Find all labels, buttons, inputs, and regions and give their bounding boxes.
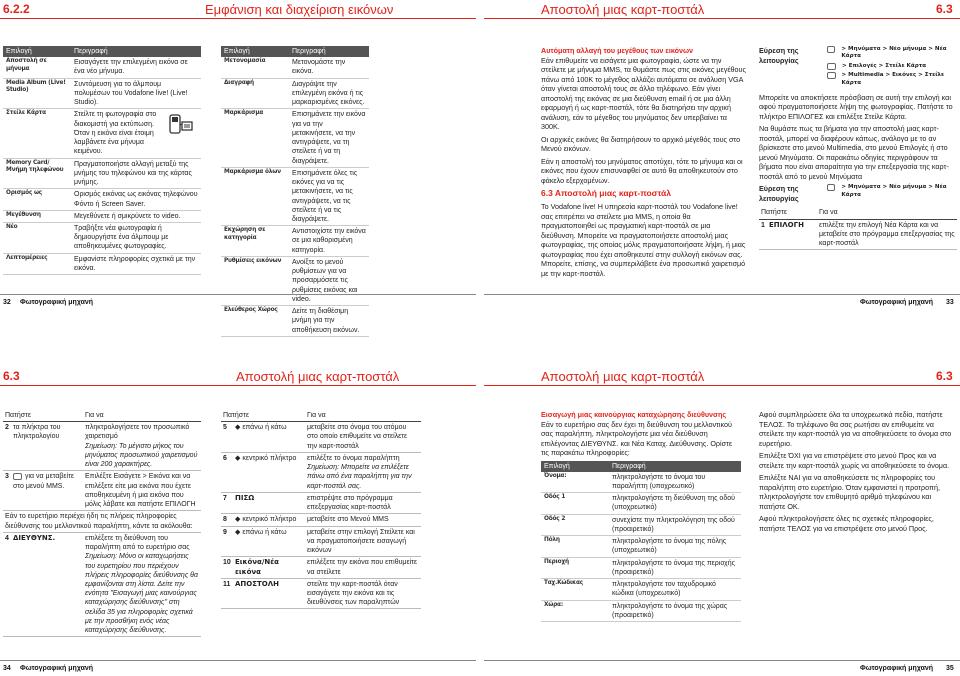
- table-row: Διαγραφή Διαγράψτε την επιλεγμένη εικόνα ή τις μαρκαρισμένες εικόνες.: [221, 78, 369, 109]
- section-heading: 6.3 Αποστολή μιας καρτ-ποστάλ: [541, 188, 671, 198]
- table-row: 3 για να μεταβείτε στο μενού MMS. Επιλέξτε Εισάγετε > Εικόνα και να επιλέξετε είτε μια εικόνα που έχετε αποθηκευμένη ή μια εικόνα που μόλις λάβατε και πατήστε ΕΠΙΛΟΓΗ: [3, 471, 201, 511]
- table-row: Λεπτομέρειες Εμφανίστε πληροφορίες σχετικά με την εικόνα.: [3, 253, 201, 274]
- table-row: Ταχ.Κώδικας πληκτρολογήστε τον ταχυδρομικό κώδικα (υποχρεωτικό): [541, 579, 741, 600]
- steps-section: [221, 410, 421, 609]
- header-section-num: 6.3: [936, 2, 953, 16]
- menu-key-icon: [827, 184, 835, 191]
- table-row: 6 ◆ κεντρικό πλήκτρο επιλέξτε το όνομα παραλήπτη Σημείωση: Μπορείτε να επιλέξετε πάνω από ένα παραλήπτη για την καρτ-ποστάλ σας.: [221, 452, 421, 492]
- nav-key-icon: ◆: [235, 424, 243, 432]
- footer-rule: [484, 294, 960, 295]
- find-feature-label: Εύρεση της λειτουργίας: [759, 46, 799, 65]
- page-number: 35: [946, 665, 954, 672]
- page-number: 32: [3, 299, 11, 306]
- table-row: Περιοχή πληκτρολογήστε το όνομα της περιοχής (προαιρετικό): [541, 557, 741, 578]
- address-fields-table: [541, 461, 741, 623]
- table-row: 4 ΔΙΕΥΘΥΝΣ. επιλέξετε τη διεύθυνση του παραλήπτη από το ευρετήριο σας Σημείωση: Μόνο οι καταχωρήσεις του ευρετηρίου που περιέχουν πλήρεις πληροφορίες διεύθυνσης θα εμφανίζονται στη λίστα. Δείτε την ενότητα "Εισαγωγή μιας καινούργιας καταχώρησης διεύθυνσης" στη σελίδα 35 για πληροφορίες σχετικά με την προσθήκη ενός νέας καταχώρησης διεύθυνσης.: [3, 532, 201, 637]
- table-row: Χώρα: πληκτρολογήστε το όνομα της χώρας (προαιρετικό): [541, 600, 741, 621]
- footer-rule: [0, 660, 476, 661]
- table-row: 8 ◆ κεντρικό πλήκτρο μεταβείτε στο Μενού MMS: [221, 514, 421, 526]
- header-title: Εμφάνιση και διαχείριση εικόνων: [205, 2, 394, 17]
- menu-key-icon: [13, 473, 22, 480]
- col-header: Περιγραφή: [71, 46, 201, 57]
- page-number: 33: [946, 299, 954, 306]
- paragraph: Επιλέξτε ΌΧΙ για να επιστρέψετε στο μενού Προς και να στείλετε την καρτ-ποστάλ χωρίς να αποθηκεύσετε το όνομα.: [759, 451, 950, 470]
- paragraph: Οι αρχικές εικόνες θα διατηρήσουν το αρχικό μέγεθός τους στο Μενού εικόνων.: [541, 134, 741, 153]
- paragraph: Αφού συμπληρώσετε όλα τα υποχρεωτικά πεδία, πατήστε ΤΕΛΟΣ. Το τηλέφωνο θα σας ρωτήσει αν επιθυμείτε να στείλετε την καρτ-ποστάλ για να αποθηκεύσετε το όνομα στο ευρετήριο.: [759, 410, 952, 448]
- paragraph: Εάν επιθυμείτε να εισάγετε μια φωτογραφία, ώστε να την στείλετε με μήνυμα MMS, τα θυμάστε πως στις εικόνες μεγέθους πάνω από 100K το μέγεθος αλλάζει αυτόματα σε ανάλυση VGA όταν γίνεται αποστολή τους σε άλλο τηλέφωνο. Εάν γίνει αποστολή της εικόνας σε μια διεύθυνση email ή σε μια άλλη εφαρμογή ή ως καρτ-ποστάλ, τότε θα διατηρήσει την αρχική ανάλυση, εάν το μέγεθος του μηνύματος δεν υπερβαίνει τα 300K.: [541, 55, 746, 131]
- table-row: Οδός 2 συνεχίστε την πληκτρολόγηση της οδού (προαιρετικό): [541, 514, 741, 535]
- table-row: Μαρκάρισμα όλων Επισημάνετε όλες τις εικόνες για να τις μετακινήσετε, να τις αντιγράψετε, να τις στείλετε ή να τις διαγράψετε.: [221, 167, 369, 225]
- col-header: Επιλογή: [3, 46, 71, 57]
- header-rule: [484, 18, 960, 19]
- col-header: Περιγραφή: [289, 46, 369, 57]
- table-row: Εκχώρηση σε κατηγορία Αντιστοιχίστε την εικόνα σε μια καθορισμένη κατηγορία.: [221, 226, 369, 257]
- nav-key-icon: ◆: [235, 528, 243, 536]
- header-rule: [484, 385, 960, 386]
- table-row: 1 ΕΠΙΛΟΓΗ επιλέξτε την επιλογή Νέα Κάρτα και να μεταβείτε στο πρόγραμμα επεξεργασίας της καρτ-ποστάλ: [759, 219, 957, 250]
- header-rule: [0, 385, 476, 386]
- steps-table: Πατήστε Για να 5 ◆ επάνω ή κάτω μεταβείτε στο όνομα του ατόμου στο οποίο επιθυμείτε να στείλετε την καρτ-ποστάλ 6 ◆ κεντρικό πλήκτρο επιλέξτε το όνομα παραλήπτη Σημείωση: Μπορείτε να επιλέξετε πάνω από ένα παραλήπτη για την καρτ-ποστάλ σας. 7 ΠΙΣΩ επιστρέψτε στο πρόγραμμα επεξεργασίας καρτ-ποστάλ 8 ◆ κεντρικό πλήκτρο μεταβείτε στο Μενού MMS 9 ◆ επάνω ή κάτω μεταβείτε στην επιλογή Στείλετε και να πραγματοποιήσετε εισαγωγή εικόνων 10 Εικόνα/Νέα εικόνα επιλέξετε την εικόνα που επιθυμείτε να στείλετε 11 ΑΠΟΣΤΟΛΗ στείλτε την καρτ-ποστάλ όταν εισαγάγετε την εικόνα και τις διευθύνσεις των παραληπτών: [221, 410, 421, 609]
- paragraph: Να θυμάστε πως τα βήματα για την αποστολή μιας καρτ-ποστάλ, μπορεί να διαφέρουν κάπως, ανάλογα με το αν βρίσκεστε στο μενού Multimedia, στο μενού Επιλογές ή στο μενού Μηνύματα. Οι παρακάτω οδηγίες περιγράφουν τα βήματα που είναι απαραίτητα για την επεξεργασία της καρτ-ποστάλ από το μενού Μηνύματα: [759, 124, 949, 181]
- menu-path: > Multimedia > Εικόνες > Στείλε Κάρτα: [827, 72, 957, 87]
- auto-resize-section: [541, 46, 746, 281]
- paragraph: Μπορείτε να αποκτήσετε πρόσβαση σε αυτή την επιλογή και αφού πραγματοποιήσετε λήψη της φωτογραφίας. Πατήστε το πλήκτρο ΕΠΙΛΟΓΕΣ και επιλέξτε Στείλε Κάρτα.: [759, 92, 953, 121]
- table-row: 11 ΑΠΟΣΤΟΛΗ στείλτε την καρτ-ποστάλ όταν εισαγάγετε την εικόνα και τις διευθύνσεις των παραληπτών: [221, 578, 421, 609]
- table-row: 10 Εικόνα/Νέα εικόνα επιλέξετε την εικόνα που επιθυμείτε να στείλετε: [221, 557, 421, 578]
- paragraph: Το Vodafone live! Η υπηρεσία καρτ-ποστάλ του Vodafone live! σας επιτρέπει να στείλετε μια MMS, η οποία θα πραγματοποιηθεί ως πραγματική καρτ-ποστάλ σε μια διεύθυνση. Μπορείτε να πραγματοποιήσετε αποστολή μιας φωτογραφίας, της οποίας μόλις πραγματοποιήσατε λήψη, ή μιας φωτογραφίας που έχει αποθηκευτεί στην συλλογή εικόνων σας. Μπορείτε, επίσης, να συμπεριλάβετε ένα προσωπικό χαιρετισμό με την καρτ-ποστάλ.: [541, 202, 746, 278]
- table-row: 5 ◆ επάνω ή κάτω μεταβείτε στο όνομα του ατόμου στο οποίο επιθυμείτε να στείλετε την καρτ-ποστάλ: [221, 422, 421, 453]
- steps-section: [3, 410, 201, 637]
- menu-path: > Μηνύματα > Νέο μήνυμα > Νέα Κάρτα: [827, 46, 957, 61]
- footer-title: Φωτογραφική μηχανή: [860, 665, 934, 672]
- table-row: Μετονομασία Μετονομάστε την εικόνα.: [221, 57, 369, 78]
- table-row: Οδός 1 πληκτρολογήστε τη διεύθυνση της οδού (υποχρεωτικό): [541, 493, 741, 514]
- table-row: Ορισμός ως Ορισμός εικόνας ως εικόνας τηλεφώνου Φόντο ή Screen Saver.: [3, 189, 201, 210]
- table-row: Πόλη πληκτρολογήστε το όνομα της πόλης (υποχρεωτικό): [541, 536, 741, 557]
- nav-key-icon: ◆: [235, 516, 243, 524]
- table-row: Στείλε Κάρτα Στείλτε τη φωτογραφία στο διακομιστή για εκτύπωση. Όταν η εικόνα είναι έτοιμη λαμβάνετε ένα μήνυμα κειμένου.: [3, 109, 201, 158]
- find-feature-section: [759, 46, 957, 250]
- nav-key-icon: ◆: [235, 454, 243, 462]
- table-row: Μαρκάρισμα Επισημάνετε την εικόνα για να την μετακινήσετε, να την αντιγράψετε, να τη στείλετε ή να τη διαγράψετε.: [221, 109, 369, 167]
- paragraph: Αφού πληκτρολογήσετε όλες τις σχετικές πληροφορίες, πατήστε ΤΕΛΟΣ για να επιστρέψετε στο μενού Προς.: [759, 514, 934, 533]
- header-section-num: 6.3: [3, 369, 20, 383]
- footer-rule: [484, 660, 960, 661]
- menu-key-icon: [827, 46, 835, 53]
- steps-table: Πατήστε Για να 2 τα πλήκτρα του πληκτρολογίου πληκτρολογήσετε τον προσωπικό χαιρετισμό Σημείωση: Το μέγιστο μήκος του μηνύματος προσωπικού χαιρετισμού είναι 200 χαρακτήρες. 3 για να μεταβείτε στο μενού MMS. Επιλέξτε Εισάγετε > Εικόνα και να επιλέξετε είτε μια εικόνα που έχετε αποθηκευμένη ή μια εικόνα που μόλις λάβατε και πατήστε ΕΠΙΛΟΓΗ Εάν το ευρετήριο περιέχει ήδη τις πλήρεις πληροφορίες διεύθυνσης του μελλοντικού παραλήπτη, κάντε τα ακόλουθα: 4 ΔΙΕΥΘΥΝΣ. επιλέξετε τη διεύθυνση του παραλήπτη από το ευρετήριο σας Σημείωση: Μόνο οι καταχωρήσεις του ευρετηρίου που περιέχουν πλήρεις πληροφορίες διεύθυνσης θα εμφανίζονται στη λίστα. Δείτε την ενότητα "Εισαγωγή μιας καινούργιας καταχώρησης διεύθυνσης" στη σελίδα 35 για πληροφορίες σχετικά με την προσθήκη ενός νέας καταχώρησης διεύθυνσης.: [3, 410, 201, 637]
- steps-table: Πατήστε Για να 1 ΕΠΙΛΟΓΗ επιλέξτε την επιλογή Νέα Κάρτα και να μεταβείτε στο πρόγραμμα επεξεργασίας της καρτ-ποστάλ: [759, 207, 957, 250]
- section-heading: Αυτόματη αλλαγή του μεγέθους των εικόνων: [541, 46, 694, 55]
- footer-rule: [0, 294, 476, 295]
- table-row: Νέο Τραβήξτε νέα φωτογραφία ή δημιουργήστε ένα άλμπουμ με αποθηκευμένες φωτογραφίες.: [3, 222, 201, 253]
- table-row: Μεγέθυνση Μεγεθύνετε ή σμικρύνετε το video.: [3, 210, 201, 222]
- table-row: 9 ◆ επάνω ή κάτω μεταβείτε στην επιλογή Στείλετε και να πραγματοποιήσετε εισαγωγή εικόνων: [221, 526, 421, 557]
- page-number: 34: [3, 665, 11, 672]
- header-title: Αποστολή μιας καρτ-ποστάλ: [541, 369, 705, 384]
- find-feature-label: Εύρεση της λειτουργίας: [759, 184, 799, 203]
- paragraph: Επιλέξτε ΝΑΙ για να αποθηκεύσετε τις πληροφορίες του παραλήπτη στο ευρετήριο. Όταν εμφανιστεί η προτροπή, πληκτρολογήστε τον επιθυμητό αριθμό τηλεφώνου και πατήστε ΟΚ.: [759, 473, 940, 511]
- menu-key-icon: [827, 63, 836, 70]
- paragraph: Εάν το ευρετήριο περιέχει ήδη τις πλήρεις πληροφορίες διεύθυνσης του μελλοντικού παραλήπτη, κάντε τα ακόλουθα:: [3, 511, 201, 532]
- options-table: [3, 46, 201, 275]
- menu-path: > Επιλογές > Στείλε Κάρτα: [827, 63, 957, 70]
- header-title: Αποστολή μιας καρτ-ποστάλ: [541, 2, 705, 17]
- table-row: Ρυθμίσεις εικόνων Ανοίξτε το μενού ρυθμίσεων για να προσαρμόσετε τις ρυθμίσεις εικόνας και video.: [221, 256, 369, 305]
- table-row: Ελεύθερος Χώρος Δείτε τη διαθέσιμη μνήμη για την αποθήκευση εικόνων.: [221, 306, 369, 337]
- menu-path: > Μηνύματα > Νέο μήνυμα > Νέα Κάρτα: [827, 184, 957, 201]
- footer-title: Φωτογραφική μηχανή: [860, 299, 934, 306]
- header-section-num: 6.2.2: [3, 2, 30, 16]
- table-row: 7 ΠΙΣΩ επιστρέψτε στο πρόγραμμα επεξεργασίας καρτ-ποστάλ: [221, 492, 421, 513]
- phone-print-icon: [168, 112, 196, 142]
- col-header: Περιγραφή: [609, 461, 741, 472]
- section-heading: Εισαγωγή μιας καινούργιας καταχώρησης διεύθυνσης: [541, 410, 727, 419]
- header-section-num: 6.3: [936, 369, 953, 383]
- header-title: Αποστολή μιας καρτ-ποστάλ: [236, 369, 400, 384]
- new-address-section: [541, 410, 741, 622]
- table-row: 2 τα πλήκτρα του πληκτρολογίου πληκτρολογήσετε τον προσωπικό χαιρετισμό Σημείωση: Το μέγιστο μήκος του μηνύματος προσωπικού χαιρετισμού είναι 200 χαρακτήρες.: [3, 422, 201, 471]
- col-header: Επιλογή: [541, 461, 609, 472]
- paragraph: Εάν η αποστολή του μηνύματος αποτύχει, τότε το μήνυμα και οι εικόνες που έχουν επισυναφθεί σε αυτό θα αποθηκευτούν στο φάκελο εξερχομένων.: [541, 156, 743, 185]
- header-rule: [0, 18, 476, 19]
- footer-title: Φωτογραφική μηχανή: [20, 665, 94, 672]
- table-row: Media Album (Live! Studio) Συντόμευση για το άλμπουμ πολυμέσων του Vodafone live! (Live! Studio).: [3, 78, 201, 109]
- footer-title: Φωτογραφική μηχανή: [20, 299, 94, 306]
- col-header: Επιλογή: [221, 46, 289, 57]
- table-row: Όνομα: πληκτρολογήστε το όνομα του παραλήπτη (υποχρεωτικό): [541, 472, 741, 493]
- table-row: Αποστολή σε μήνυμα Εισαγάγετε την επιλεγμένη εικόνα σε ένα νέο μήνυμα.: [3, 57, 201, 78]
- menu-key-icon: [827, 72, 836, 79]
- instructions-section: [759, 410, 957, 536]
- table-row: Memory Card/Μνήμη τηλεφώνου Πραγματοποιήστε αλλαγή μεταξύ της μνήμης του τηλεφώνου και της κάρτας μνήμης.: [3, 158, 201, 189]
- paragraph: Εάν το ευρετήριο σας δεν έχει τη διεύθυνση του μελλοντικού σας παραλήπτη, πληκτρολογήστε μια νέα διεύθυνση επιλέγοντας ΔΙΕΥΘΥΝΣ. και Νέα Καταχ. Διεύθυνσης. Ορίστε τις παρακάτω πληροφορίες:: [541, 419, 733, 457]
